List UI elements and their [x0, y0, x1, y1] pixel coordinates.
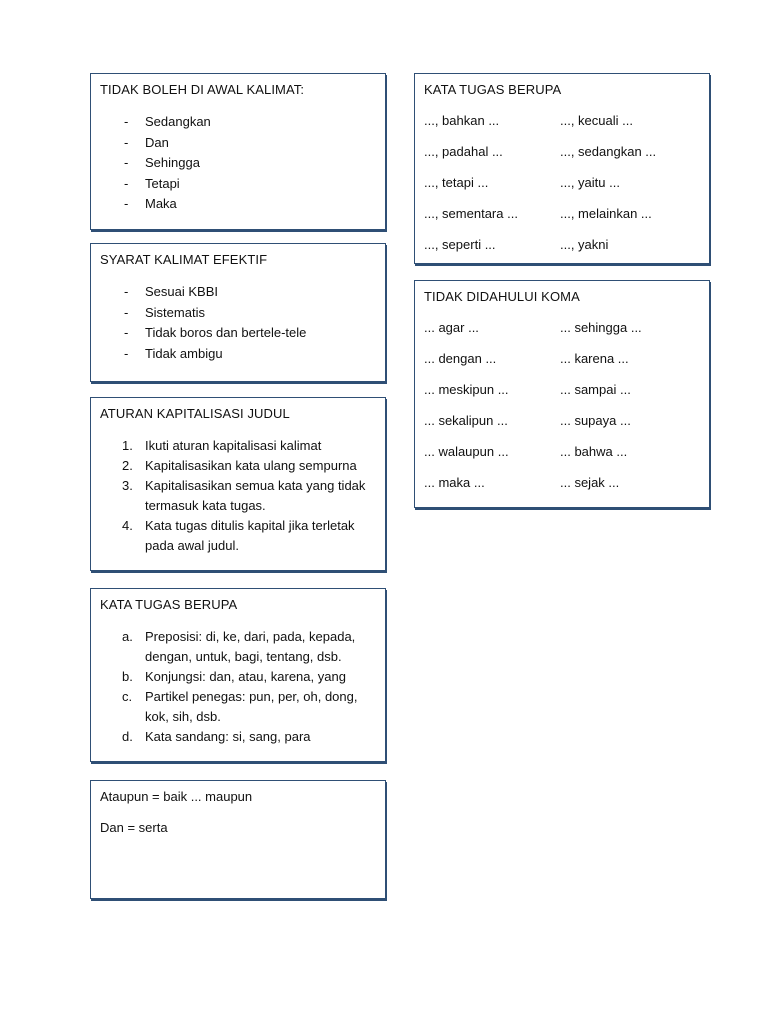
list-item-text: Ikuti aturan kapitalisasi kalimat — [145, 438, 322, 453]
phrase-cell: ... meskipun ... — [424, 382, 509, 397]
list-item — [100, 476, 376, 516]
list-marker: - — [124, 304, 129, 320]
list-item — [100, 303, 376, 324]
note-box-tidak-boleh-di-awal-kalimat — [90, 73, 386, 230]
note-box-kata-tugas-berupa-grid — [414, 73, 710, 264]
list-item — [100, 436, 376, 456]
list-item-text: Kapitalisasikan kata ulang sempurna — [145, 458, 357, 473]
phrase-cell: ... karena ... — [560, 351, 629, 366]
list-marker: - — [124, 325, 129, 340]
list-marker: b. — [122, 669, 133, 684]
list-item — [100, 194, 376, 215]
phrase-cell: ... sejak ... — [560, 475, 620, 490]
box-title: SYARAT KALIMAT EFEKTIF — [100, 252, 268, 267]
list-item — [100, 667, 376, 687]
list-item — [100, 516, 376, 556]
phrase-cell: ... sekalipun ... — [424, 413, 508, 428]
list-item-text: Dan — [145, 134, 169, 150]
list-item — [100, 727, 376, 747]
list-marker: 3. — [122, 478, 133, 493]
list-marker: 1. — [122, 438, 133, 453]
list-item-text: Sehingga — [145, 155, 200, 170]
box-title: TIDAK DIDAHULUI KOMA — [424, 289, 580, 304]
phrase-cell: ... bahwa ... — [560, 444, 628, 459]
phrase-cell: ... supaya ... — [560, 413, 631, 428]
numbered-list — [100, 436, 376, 556]
list-marker: d. — [122, 729, 133, 744]
phrase-cell: ... maka ... — [424, 475, 485, 490]
list-marker: 4. — [122, 518, 133, 533]
list-item — [100, 174, 376, 195]
equivalence-line: Dan = serta — [100, 820, 168, 835]
phrase-cell: ..., bahkan ... — [424, 113, 500, 128]
box-title: KATA TUGAS BERUPA — [100, 597, 238, 612]
list-item-text: Tidak ambigu — [145, 345, 223, 361]
list-item — [100, 456, 376, 476]
phrase-cell: ... dengan ... — [424, 351, 497, 366]
list-item — [100, 627, 376, 667]
list-marker: - — [124, 345, 129, 361]
list-item — [100, 323, 376, 344]
list-item-text: Partikel penegas: pun, per, oh, dong, kok, sih, dsb. — [145, 689, 358, 724]
equivalence-line: Ataupun = baik ... maupun — [100, 789, 253, 804]
list-item-text: Tidak boros dan bertele-tele — [145, 325, 307, 340]
list-marker: - — [124, 284, 129, 299]
note-box-aturan-kapitalisasi-judul — [90, 397, 386, 571]
phrase-cell: ..., sedangkan ... — [560, 144, 657, 159]
phrase-cell: ... agar ... — [424, 320, 479, 335]
phrase-cell: ..., kecuali ... — [560, 113, 633, 128]
list-marker: c. — [122, 689, 133, 704]
phrase-cell: ..., melainkan ... — [560, 206, 652, 221]
list-item-text: Sedangkan — [145, 114, 211, 129]
list-marker: 2. — [122, 458, 133, 473]
phrase-cell: ..., yakni — [560, 237, 609, 252]
list-item-text: Maka — [145, 196, 177, 211]
phrase-cell: ... sehingga ... — [560, 320, 642, 335]
list-marker: - — [124, 175, 129, 191]
list-marker: - — [124, 114, 129, 129]
note-box-syarat-kalimat-efektif — [90, 243, 386, 382]
box-title: KATA TUGAS BERUPA — [424, 82, 562, 97]
list-item-text: Tetapi — [145, 175, 180, 191]
list-item — [100, 687, 376, 727]
list-item-text: Preposisi: di, ke, dari, pada, kepada, dengan, untuk, bagi, tentang, dsb. — [145, 629, 356, 664]
list-item-text: Konjungsi: dan, atau, karena, yang — [145, 669, 346, 684]
list-marker: a. — [122, 629, 133, 644]
phrase-cell: ..., seperti ... — [424, 237, 496, 252]
dash-list — [100, 282, 376, 364]
phrase-cell: ... sampai ... — [560, 382, 631, 397]
phrase-cell: ..., yaitu ... — [560, 175, 620, 190]
note-box-kata-tugas-berupa-list — [90, 588, 386, 762]
list-item-text: Sesuai KBBI — [145, 284, 218, 299]
box-title: ATURAN KAPITALISASI JUDUL — [100, 406, 290, 421]
list-item — [100, 344, 376, 365]
list-item — [100, 133, 376, 154]
dash-list — [100, 112, 376, 215]
phrase-grid — [424, 105, 700, 260]
list-marker: - — [124, 155, 129, 170]
list-item — [100, 282, 376, 303]
list-marker: - — [124, 134, 129, 150]
lettered-list — [100, 627, 376, 747]
phrase-cell: ..., tetapi ... — [424, 175, 489, 190]
list-item — [100, 112, 376, 133]
list-item-text: Sistematis — [145, 304, 205, 320]
list-marker: - — [124, 196, 129, 211]
list-item-text: Kata tugas ditulis kapital jika terletak pada awal judul. — [145, 518, 355, 553]
note-box-tidak-didahului-koma — [414, 280, 710, 508]
list-item — [100, 153, 376, 174]
phrase-grid — [424, 312, 700, 498]
list-item-text: Kapitalisasikan semua kata yang tidak termasuk kata tugas. — [145, 478, 366, 513]
box-title: TIDAK BOLEH DI AWAL KALIMAT: — [100, 82, 305, 97]
note-box-equivalents — [90, 780, 386, 899]
phrase-cell: ... walaupun ... — [424, 444, 509, 459]
phrase-cell: ..., sementara ... — [424, 206, 518, 221]
list-item-text: Kata sandang: si, sang, para — [145, 729, 311, 744]
phrase-cell: ..., padahal ... — [424, 144, 503, 159]
